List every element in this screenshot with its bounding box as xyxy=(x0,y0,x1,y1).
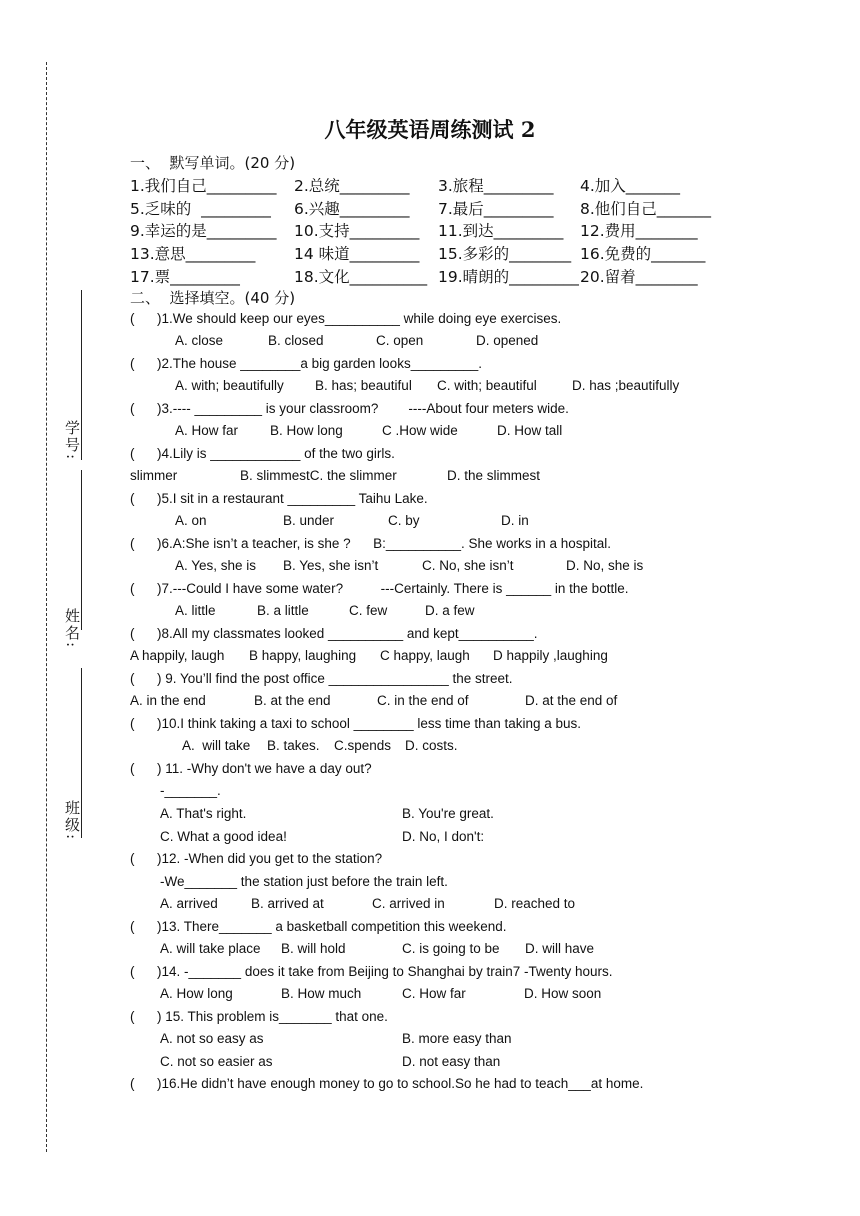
question-line: ( ) 9. You’ll find the post office ________________ the street. xyxy=(130,671,513,686)
dictation-item: 6.兴趣_________ xyxy=(294,200,410,218)
answer-option: slimmer xyxy=(130,468,178,483)
answer-option: B. has; beautiful xyxy=(315,378,412,393)
answer-option: A. will take xyxy=(182,738,251,753)
answer-option: C. in the end of xyxy=(377,693,469,708)
question-line: ( )16.He didn’t have enough money to go to school.So he had to teach___at home. xyxy=(130,1076,644,1091)
answer-option: D happily ,laughing xyxy=(493,648,608,663)
answer-option: B. at the end xyxy=(254,693,331,708)
name-label: 姓名: xyxy=(63,608,81,650)
question-line: ( )5.I sit in a restaurant _________ Taihu Lake. xyxy=(130,491,428,506)
answer-option: A. How far xyxy=(175,423,239,438)
answer-option: B. takes. xyxy=(267,738,320,753)
answer-option: B. Yes, she isn’t xyxy=(283,558,379,573)
question-line: ( )13. There_______ a basketball competition this weekend. xyxy=(130,919,507,934)
answer-option: C. by xyxy=(388,513,420,528)
answer-option: B happy, laughing xyxy=(249,648,357,663)
dictation-item: 14 味道_________ xyxy=(294,245,420,263)
question-line: ( ) 11. -Why don't we have a day out? xyxy=(130,761,372,776)
dictation-item: 8.他们自己_______ xyxy=(580,200,712,218)
page-title: 八年级英语周练测试 2 xyxy=(324,117,536,142)
question-line: ( )4.Lily is ____________ of the two girls. xyxy=(130,446,395,461)
answer-option: C. few xyxy=(349,603,388,618)
answer-option: D. No, she is xyxy=(566,558,644,573)
dictation-item: 3.旅程_________ xyxy=(438,177,554,195)
dictation-item: 5.乏味的 _________ xyxy=(130,200,271,218)
question-line: ( ) 15. This problem is_______ that one. xyxy=(130,1009,388,1024)
question-line: ( )8.All my classmates looked __________ and kept__________. xyxy=(130,626,538,641)
question-line: ( )12. -When did you get to the station? xyxy=(130,851,383,866)
answer-option: B. How long xyxy=(270,423,343,438)
answer-option: A. arrived xyxy=(160,896,218,911)
answer-option: A. Yes, she is xyxy=(175,558,257,573)
class-label: 班级: xyxy=(63,800,81,842)
answer-option: B. closed xyxy=(268,333,324,348)
question-line: ( )7.---Could I have some water? ---Certainly. There is ______ in the bottle. xyxy=(130,581,629,596)
answer-option: A. little xyxy=(175,603,216,618)
dictation-item: 18.文化__________ xyxy=(294,268,428,286)
answer-option: A. close xyxy=(175,333,224,348)
answer-option: B. will hold xyxy=(281,941,346,956)
answer-option: C. not so easier as xyxy=(160,1054,273,1069)
dictation-item: 19.晴朗的_________ xyxy=(438,268,579,286)
answer-option: D. the slimmest xyxy=(447,468,541,483)
dictation-item: 15.多彩的________ xyxy=(438,245,572,263)
answer-option: D. in xyxy=(501,513,529,528)
answer-option: D. costs. xyxy=(405,738,458,753)
question-line: ( )10.I think taking a taxi to school ________ less time than taking a bus. xyxy=(130,716,582,731)
answer-option: A. with; beautifully xyxy=(175,378,284,393)
answer-option: D. How soon xyxy=(524,986,602,1001)
answer-option: D. reached to xyxy=(494,896,576,911)
question-line: ( )2.The house ________a big garden looks_________. xyxy=(130,356,483,371)
answer-option: C. No, she isn’t xyxy=(422,558,514,573)
answer-option: C happy, laugh xyxy=(380,648,470,663)
dictation-item: 13.意思_________ xyxy=(130,245,256,263)
answer-option: A. on xyxy=(175,513,207,528)
answer-option: A. How long xyxy=(160,986,233,1001)
dictation-item: 17.票_________ xyxy=(130,268,240,286)
answer-option: D. opened xyxy=(476,333,539,348)
answer-option: C.spends xyxy=(334,738,392,753)
answer-option: B. How much xyxy=(281,986,362,1001)
answer-option: A. That's right. xyxy=(160,806,247,821)
section1-heading: 一、 默写单词。(20 分) xyxy=(130,154,296,172)
answer-option: B. a little xyxy=(257,603,309,618)
dictation-item: 7.最后_________ xyxy=(438,200,554,218)
answer-option: D. not easy than xyxy=(402,1054,501,1069)
dictation-item: 11.到达_________ xyxy=(438,222,564,240)
question-line: -We_______ the station just before the train left. xyxy=(160,874,448,889)
student-id-label: 学号: xyxy=(63,420,81,462)
answer-option: B. under xyxy=(283,513,335,528)
answer-option: C. What a good idea! xyxy=(160,829,287,844)
answer-option: A. not so easy as xyxy=(160,1031,264,1046)
question-line: -_______. xyxy=(160,783,221,798)
dictation-item: 12.费用________ xyxy=(580,222,698,240)
dictation-item: 1.我们自己_________ xyxy=(130,177,277,195)
binding-dashed-line xyxy=(46,62,47,1152)
answer-option: D. No, I don't: xyxy=(402,829,485,844)
answer-option: D. How tall xyxy=(497,423,563,438)
answer-option: A happily, laugh xyxy=(130,648,225,663)
answer-option: B. slimmestC. the slimmer xyxy=(240,468,397,483)
name-line xyxy=(81,470,82,630)
answer-option: B. more easy than xyxy=(402,1031,512,1046)
answer-option: C. open xyxy=(376,333,424,348)
answer-option: C. How far xyxy=(402,986,466,1001)
answer-option: D. has ;beautifully xyxy=(572,378,680,393)
answer-option: C. with; beautiful xyxy=(437,378,537,393)
dictation-item: 20.留着________ xyxy=(580,268,698,286)
answer-option: C .How wide xyxy=(382,423,458,438)
answer-option: B. You're great. xyxy=(402,806,494,821)
answer-option: A. in the end xyxy=(130,693,206,708)
dictation-item: 9.幸运的是_________ xyxy=(130,222,277,240)
answer-option: D. will have xyxy=(525,941,595,956)
dictation-item: 4.加入_______ xyxy=(580,177,681,195)
answer-option: B. arrived at xyxy=(251,896,324,911)
question-line: ( )6.A:She isn’t a teacher, is she ? B:__________. She works in a hospital. xyxy=(130,536,612,551)
answer-option: D. a few xyxy=(425,603,475,618)
question-line: ( )3.---- _________ is your classroom? ----About four meters wide. xyxy=(130,401,569,416)
answer-option: C. arrived in xyxy=(372,896,445,911)
answer-option: A. will take place xyxy=(160,941,261,956)
answer-option: D. at the end of xyxy=(525,693,618,708)
answer-option: C. is going to be xyxy=(402,941,500,956)
dictation-item: 2.总统_________ xyxy=(294,177,410,195)
section2-heading: 二、 选择填空。(40 分) xyxy=(130,289,296,307)
question-line: ( )14. -_______ does it take from Beijing to Shanghai by train7 -Twenty hours. xyxy=(130,964,613,979)
dictation-item: 10.支持_________ xyxy=(294,222,420,240)
question-line: ( )1.We should keep our eyes__________ while doing eye exercises. xyxy=(130,311,562,326)
dictation-item: 16.免费的_______ xyxy=(580,245,706,263)
